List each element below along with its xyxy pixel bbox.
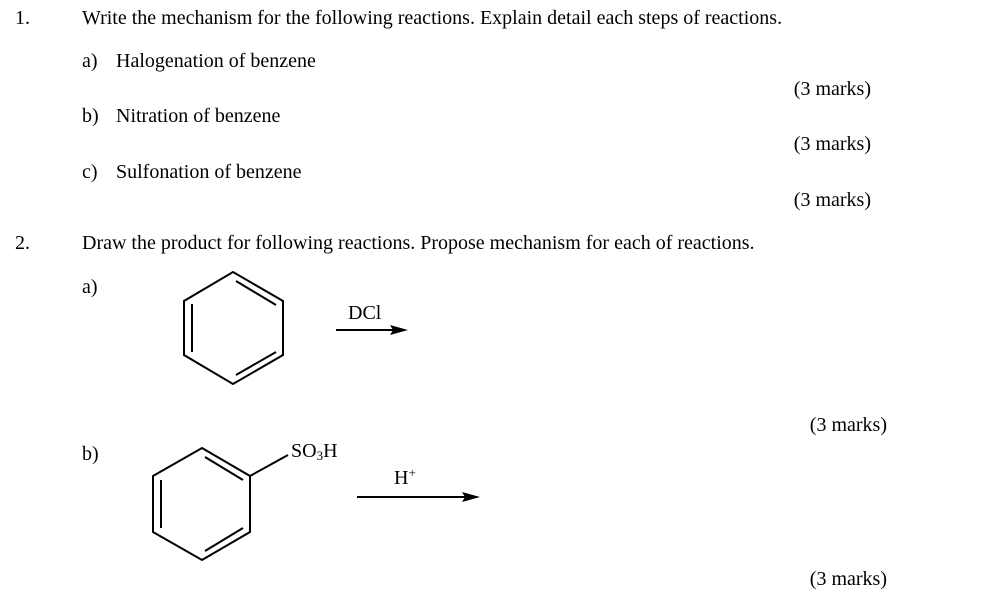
question-2-prompt: Draw the product for following reactions. Propose mechanism for each of reactions.	[82, 232, 755, 254]
question-1-number: 1.	[15, 7, 30, 29]
q1-part-b-marks: (3 marks)	[793, 133, 871, 155]
q2-part-b-label: b)	[82, 443, 99, 465]
q1-part-c-marks: (3 marks)	[793, 189, 871, 211]
benzene-ring-b	[153, 448, 288, 560]
q2-part-b-marks: (3 marks)	[809, 568, 887, 590]
sulfonic-acid-group-label: $SO_3H$	[291, 440, 338, 463]
q1-part-b-label: b)	[82, 105, 99, 127]
q1-part-c-label: c)	[82, 161, 98, 183]
q1-part-c-text: Sulfonation of benzene	[116, 161, 302, 183]
q2-part-a-label: a)	[82, 276, 98, 298]
question-2-number: 2.	[15, 232, 30, 254]
q2-part-a-reagent: DCl	[348, 302, 382, 324]
q1-part-a-text: Halogenation of benzene	[116, 50, 316, 72]
q2-part-a-marks: (3 marks)	[809, 414, 887, 436]
q1-part-b-text: Nitration of benzene	[116, 105, 281, 127]
reaction-arrow-b	[357, 492, 480, 502]
question-1-prompt: Write the mechanism for the following reactions. Explain detail each steps of reactions.	[82, 7, 783, 29]
q1-part-a-label: a)	[82, 50, 98, 72]
q1-part-a-marks: (3 marks)	[793, 78, 871, 100]
q2-part-b-reagent: H+	[394, 465, 416, 489]
